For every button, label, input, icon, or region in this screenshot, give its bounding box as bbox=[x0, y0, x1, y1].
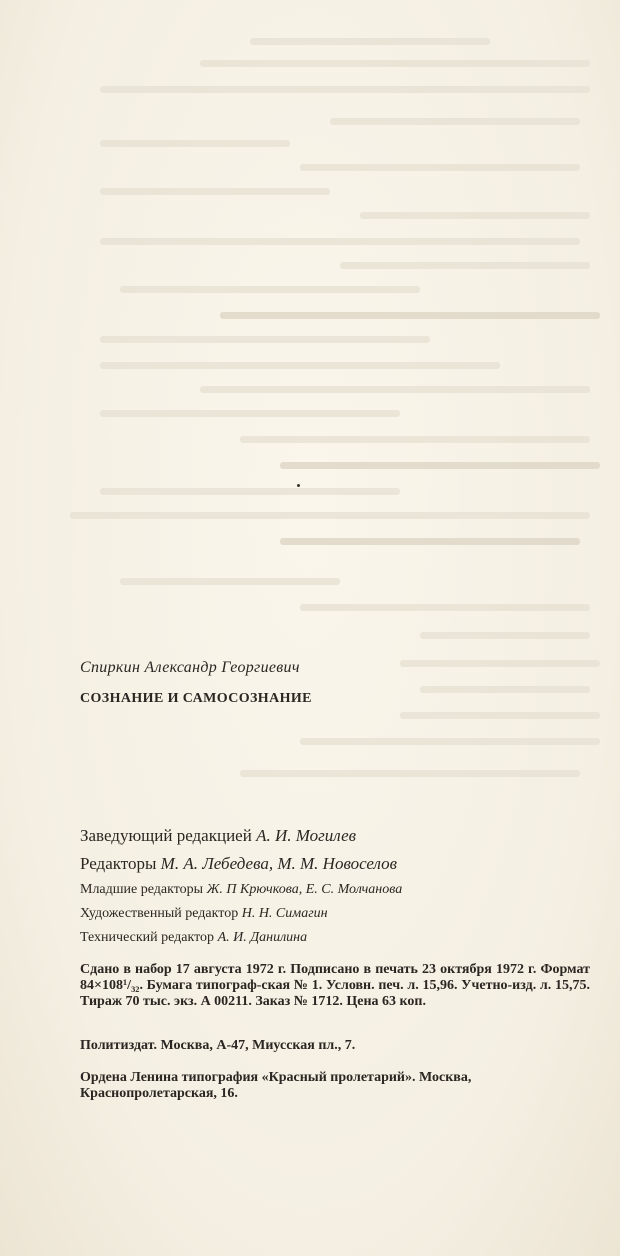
credit-role: Заведующий редакцией bbox=[80, 826, 252, 845]
credit-name: А. И. Могилев bbox=[256, 826, 357, 845]
credit-line bbox=[80, 850, 600, 878]
book-title: СОЗНАНИЕ И САМОСОЗНАНИЕ bbox=[80, 691, 312, 706]
credit-role: Художественный редактор bbox=[80, 906, 239, 921]
printing-house: Ордена Ленина типография «Красный пролетарий». Москва, Краснопролетарская, 16. bbox=[80, 1070, 472, 1101]
author-name: Спиркин Александр Георгиевич bbox=[80, 659, 300, 676]
credit-name: Ж. П Крючкова, Е. С. Молчанова bbox=[206, 882, 403, 897]
credit-role: Младшие редакторы bbox=[80, 882, 204, 897]
credit-line bbox=[80, 926, 600, 950]
credit-name: А. И. Данилина bbox=[217, 930, 308, 945]
credit-role: Технический редактор bbox=[80, 930, 215, 945]
credit-line bbox=[80, 878, 600, 902]
credit-role: Редакторы bbox=[80, 854, 157, 873]
credit-line bbox=[80, 822, 600, 850]
credit-name: М. А. Лебедева, М. М. Новоселов bbox=[160, 854, 398, 873]
credits-block bbox=[80, 822, 600, 950]
publisher-address: Политиздат. Москва, А-47, Миусская пл., 7. bbox=[80, 1038, 356, 1053]
credit-name: Н. Н. Симагин bbox=[241, 906, 328, 921]
credit-line bbox=[80, 902, 600, 926]
imprint-details: Сдано в набор 17 августа 1972 г. Подписано в печать 23 октября 1972 г. Формат 84×108¹/₃₂. Бумага типограф-ская № 1. Условн. печ. л. 15,96. Учетно-изд. л. 15,75. Тираж 70 тыс. экз. А 00211. Заказ № 1712. Цена 63 коп. bbox=[80, 962, 590, 1009]
